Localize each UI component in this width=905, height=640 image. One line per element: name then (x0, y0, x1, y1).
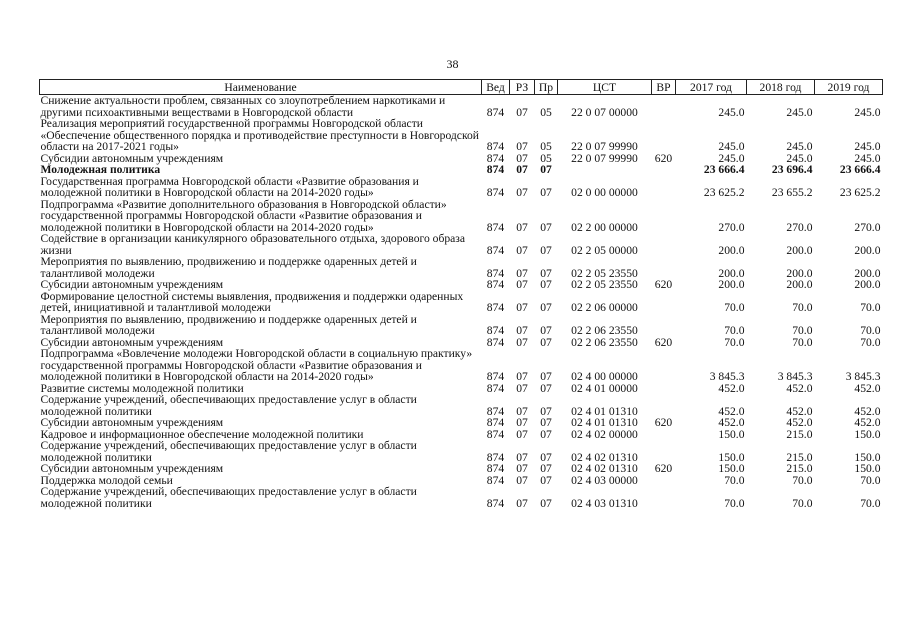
table-row (40, 199, 883, 234)
row-2018: 452.0 (786, 416, 813, 429)
table-row (40, 176, 883, 199)
row-pr: 05 (540, 151, 552, 165)
row-cst: 22 0 07 99990 (571, 151, 638, 165)
row-ved: 874 (486, 427, 505, 441)
row-2018: 245.0 (786, 105, 813, 119)
row-vr (652, 429, 676, 441)
row-cst: 02 2 06 00000 (571, 301, 638, 314)
row-pr: 07 (540, 163, 552, 176)
row-2018: 70.0 (792, 496, 813, 510)
row-2018: 23 696.4 (771, 163, 813, 176)
row-cst: 02 2 05 23550 (571, 278, 638, 291)
header-name: Наименование (40, 80, 482, 95)
row-2018: 3 845.3 (777, 370, 813, 383)
row-vr (652, 475, 676, 487)
row-vr (652, 486, 676, 509)
row-2017: 245.0 (718, 140, 745, 153)
row-ved: 874 (486, 220, 505, 234)
row-ved: 874 (486, 301, 505, 314)
row-2017: 452.0 (718, 381, 745, 395)
row-2019: 452.0 (854, 381, 881, 395)
row-pr: 07 (540, 335, 552, 349)
row-rz: 07 (516, 301, 528, 314)
row-cst: 02 4 03 00000 (571, 473, 638, 487)
row-name: Формирование целостной системы выявления, продвижения и поддержки одаренных детей, инициативной и талантливой молодежи (40, 289, 464, 314)
row-2018: 200.0 (786, 266, 813, 280)
row-ved: 874 (486, 243, 505, 257)
row-rz: 07 (516, 278, 528, 291)
row-pr: 07 (540, 220, 552, 234)
row-2019: 200.0 (854, 243, 881, 257)
table-body (40, 95, 883, 510)
table-row (40, 256, 883, 279)
page-number: 38 (446, 57, 459, 71)
row-2019: 452.0 (854, 404, 881, 418)
table-row (40, 417, 883, 429)
row-cst: 02 4 01 00000 (571, 381, 638, 395)
row-2017: 70.0 (724, 496, 745, 510)
row-name: Субсидии автономным учреждениям (40, 462, 224, 475)
row-pr: 07 (540, 266, 552, 280)
row-name: Содействие в организации каникулярного образовательного отдыха, здорового образа жизни (40, 232, 466, 257)
row-2017: 245.0 (718, 105, 745, 119)
row-rz: 07 (516, 163, 528, 176)
row-cst: 02 4 03 01310 (571, 496, 638, 510)
row-2019: 3 845.3 (845, 370, 881, 383)
row-rz: 07 (516, 335, 528, 349)
row-ved: 874 (486, 186, 505, 199)
header-rz: РЗ (510, 80, 535, 95)
row-2018: 200.0 (786, 278, 813, 291)
row-cst: 02 4 01 01310 (571, 416, 638, 429)
table-row (40, 394, 883, 417)
row-2017: 23 625.2 (703, 186, 745, 199)
row-2017: 70.0 (724, 335, 745, 349)
row-ved: 874 (486, 335, 505, 349)
row-2017: 70.0 (724, 473, 745, 487)
row-2019: 245.0 (854, 151, 881, 165)
table-row (40, 279, 883, 291)
row-cst: 02 4 01 01310 (571, 404, 638, 418)
table-row (40, 118, 883, 153)
header-vr: ВР (652, 80, 676, 95)
row-vr (652, 348, 676, 383)
row-pr: 07 (540, 370, 552, 383)
row-pr: 07 (540, 301, 552, 314)
row-rz: 07 (516, 151, 528, 165)
row-name: Содержание учреждений, обеспечивающих предоставление услуг в области молодежной политики (40, 485, 417, 510)
row-2017: 200.0 (718, 243, 745, 257)
row-2018: 70.0 (792, 301, 813, 314)
row-rz: 07 (516, 416, 528, 429)
row-pr: 05 (540, 105, 552, 119)
row-vr (652, 394, 676, 417)
row-2017: 200.0 (718, 266, 745, 280)
row-vr (652, 291, 676, 314)
row-2018: 245.0 (786, 140, 813, 153)
row-2019: 70.0 (860, 496, 881, 510)
row-cst: 02 4 00 00000 (571, 370, 638, 383)
table-row (40, 95, 883, 119)
row-2018: 215.0 (786, 462, 813, 475)
table-row (40, 291, 883, 314)
row-name: Реализация мероприятий государственной программы Новгородской области «Обеспечение общественного порядка и противодействие преступности в Новгородской области на 2017-2021 годы» (40, 117, 480, 153)
row-ved: 874 (486, 381, 505, 395)
row-2017: 70.0 (724, 301, 745, 314)
row-name: Содержание учреждений, обеспечивающих предоставление услуг в области молодежной политики (40, 439, 417, 464)
row-2019: 270.0 (854, 220, 881, 234)
row-vr (652, 118, 676, 153)
row-pr: 07 (540, 381, 552, 395)
row-ved: 874 (486, 324, 505, 337)
row-rz: 07 (516, 427, 528, 441)
row-pr: 07 (540, 404, 552, 418)
row-2018: 23 655.2 (771, 186, 813, 199)
row-2017: 200.0 (718, 278, 745, 291)
row-name: Государственная программа Новгородской области «Развитие образования и молодежной политики в Новгородской области на 2014-2020 годы» (40, 174, 419, 199)
row-2017: 452.0 (718, 416, 745, 429)
row-ved: 874 (486, 151, 505, 165)
row-rz: 07 (516, 496, 528, 510)
row-cst: 02 0 00 00000 (571, 186, 638, 199)
row-2018: 215.0 (786, 427, 813, 441)
table-row (40, 233, 883, 256)
row-cst: 02 2 00 00000 (571, 220, 638, 234)
row-cst (558, 164, 652, 176)
row-2019: 70.0 (860, 473, 881, 487)
row-cst: 22 0 07 00000 (571, 105, 638, 119)
row-pr: 07 (540, 450, 552, 464)
row-2019: 245.0 (854, 140, 881, 153)
row-2017: 150.0 (718, 462, 745, 475)
row-rz: 07 (516, 243, 528, 257)
row-vr (652, 233, 676, 256)
row-cst: 22 0 07 99990 (571, 140, 638, 153)
row-cst: 02 2 05 23550 (571, 266, 638, 280)
row-pr: 07 (540, 324, 552, 337)
row-pr: 07 (540, 278, 552, 291)
row-name: Субсидии автономным учреждениям (40, 335, 224, 349)
row-rz: 07 (516, 140, 528, 153)
row-rz: 07 (516, 324, 528, 337)
row-2017: 270.0 (718, 220, 745, 234)
row-2017: 452.0 (718, 404, 745, 418)
row-cst: 02 2 06 23550 (571, 324, 638, 337)
row-ved: 874 (486, 462, 505, 475)
row-name: Субсидии автономным учреждениям (40, 416, 224, 429)
row-2018: 215.0 (786, 450, 813, 464)
table-row (40, 348, 883, 383)
row-vr (652, 95, 676, 119)
row-vr (652, 199, 676, 234)
row-2017: 150.0 (718, 427, 745, 441)
row-cst: 02 2 06 23550 (571, 335, 638, 349)
row-name: Подпрограмма «Вовлечение молодежи Новгородской области в социальную практику» государственной программы Новгородской области «Развитие образования и молодежной политики в Новгородской области на 2014-2020 годы» (40, 347, 473, 383)
row-2018: 200.0 (786, 243, 813, 257)
table-row (40, 153, 883, 165)
row-2018: 70.0 (792, 324, 813, 337)
row-cst: 02 4 02 01310 (571, 462, 638, 475)
row-ved: 874 (486, 473, 505, 487)
row-vr (652, 256, 676, 279)
row-name: Субсидии автономным учреждениям (40, 278, 224, 291)
row-2019: 150.0 (854, 427, 881, 441)
row-2019: 70.0 (860, 301, 881, 314)
row-ved: 874 (486, 370, 505, 383)
row-2018: 70.0 (792, 335, 813, 349)
row-2017: 70.0 (724, 324, 745, 337)
row-vr: 620 (654, 278, 673, 291)
header-pr: Пр (535, 80, 558, 95)
row-pr: 07 (540, 496, 552, 510)
row-2017: 150.0 (718, 450, 745, 464)
row-2019: 200.0 (854, 266, 881, 280)
row-2018: 452.0 (786, 404, 813, 418)
table-row (40, 486, 883, 509)
row-ved: 874 (486, 140, 505, 153)
row-vr (652, 164, 676, 176)
row-2017: 3 845.3 (709, 370, 745, 383)
row-rz: 07 (516, 266, 528, 280)
row-name: Развитие системы молодежной политики (40, 381, 244, 395)
row-ved: 874 (486, 416, 505, 429)
row-ved: 874 (486, 266, 505, 280)
row-pr: 07 (540, 416, 552, 429)
row-vr (652, 440, 676, 463)
row-name: Подпрограмма «Развитие дополнительного образования в Новгородской области» государственной программы Новгородской области «Развитие образования и молодежной политики в Новгородской области на 2014-2020 годы» (40, 197, 447, 234)
row-rz: 07 (516, 404, 528, 418)
row-ved: 874 (486, 278, 505, 291)
row-name: Молодежная политика (40, 163, 161, 176)
row-rz: 07 (516, 105, 528, 119)
row-2018: 70.0 (792, 473, 813, 487)
row-cst: 02 4 02 00000 (571, 427, 638, 441)
row-2019: 200.0 (854, 278, 881, 291)
row-rz: 07 (516, 473, 528, 487)
table-row (40, 440, 883, 463)
row-rz: 07 (516, 450, 528, 464)
row-2019: 70.0 (860, 324, 881, 337)
row-ved: 874 (486, 450, 505, 464)
row-name: Субсидии автономным учреждениям (40, 151, 224, 165)
row-ved: 874 (486, 404, 505, 418)
row-rz: 07 (516, 186, 528, 199)
table-row (40, 314, 883, 337)
row-vr: 620 (654, 462, 673, 475)
row-2019: 150.0 (854, 462, 881, 475)
row-name: Содержание учреждений, обеспечивающих предоставление услуг в области молодежной политики (40, 393, 417, 418)
row-pr: 07 (540, 462, 552, 475)
row-vr (652, 314, 676, 337)
row-rz: 07 (516, 462, 528, 475)
row-pr: 07 (540, 473, 552, 487)
row-name: Мероприятия по выявлению, продвижению и поддержке одаренных детей и талантливой молодежи (40, 312, 417, 337)
header-2019: 2019 год (815, 80, 883, 95)
row-2019: 245.0 (854, 105, 881, 119)
row-2018: 270.0 (786, 220, 813, 234)
row-ved: 874 (486, 105, 505, 119)
row-rz: 07 (516, 370, 528, 383)
budget-table (39, 79, 883, 509)
row-2018: 452.0 (786, 381, 813, 395)
row-pr: 05 (540, 140, 552, 153)
row-2019: 70.0 (860, 335, 881, 349)
table-header-row (40, 80, 883, 95)
row-vr: 620 (654, 151, 673, 165)
row-2019: 23 625.2 (839, 186, 881, 199)
row-name: Снижение актуальности проблем, связанных со злоупотреблением наркотиками и другими психоактивными веществами в Новгородской области (40, 94, 446, 119)
row-2017: 245.0 (718, 151, 745, 165)
row-2018: 245.0 (786, 151, 813, 165)
row-pr: 07 (540, 243, 552, 257)
row-ved: 874 (486, 496, 505, 510)
row-2019: 150.0 (854, 450, 881, 464)
row-vr (652, 383, 676, 395)
table-row (40, 463, 883, 475)
row-rz: 07 (516, 220, 528, 234)
row-name: Поддержка молодой семьи (40, 473, 173, 487)
row-cst: 02 4 02 01310 (571, 450, 638, 464)
row-name: Мероприятия по выявлению, продвижению и поддержке одаренных детей и талантливой молодежи (40, 255, 417, 280)
row-cst: 02 2 05 00000 (571, 243, 638, 257)
row-pr: 07 (540, 186, 552, 199)
row-pr: 07 (540, 427, 552, 441)
header-ved: Вед (482, 80, 510, 95)
table-row (40, 164, 883, 176)
row-name: Кадровое и информационное обеспечение молодежной политики (40, 427, 364, 441)
row-2019: 23 666.4 (839, 163, 881, 176)
header-cst: ЦСТ (558, 80, 652, 95)
row-vr (652, 176, 676, 199)
row-vr: 620 (654, 335, 673, 349)
row-2019: 452.0 (854, 416, 881, 429)
header-2018: 2018 год (747, 80, 815, 95)
row-2017: 23 666.4 (703, 163, 745, 176)
header-2017: 2017 год (676, 80, 747, 95)
row-rz: 07 (516, 381, 528, 395)
row-ved: 874 (486, 163, 505, 176)
row-vr: 620 (654, 416, 673, 429)
